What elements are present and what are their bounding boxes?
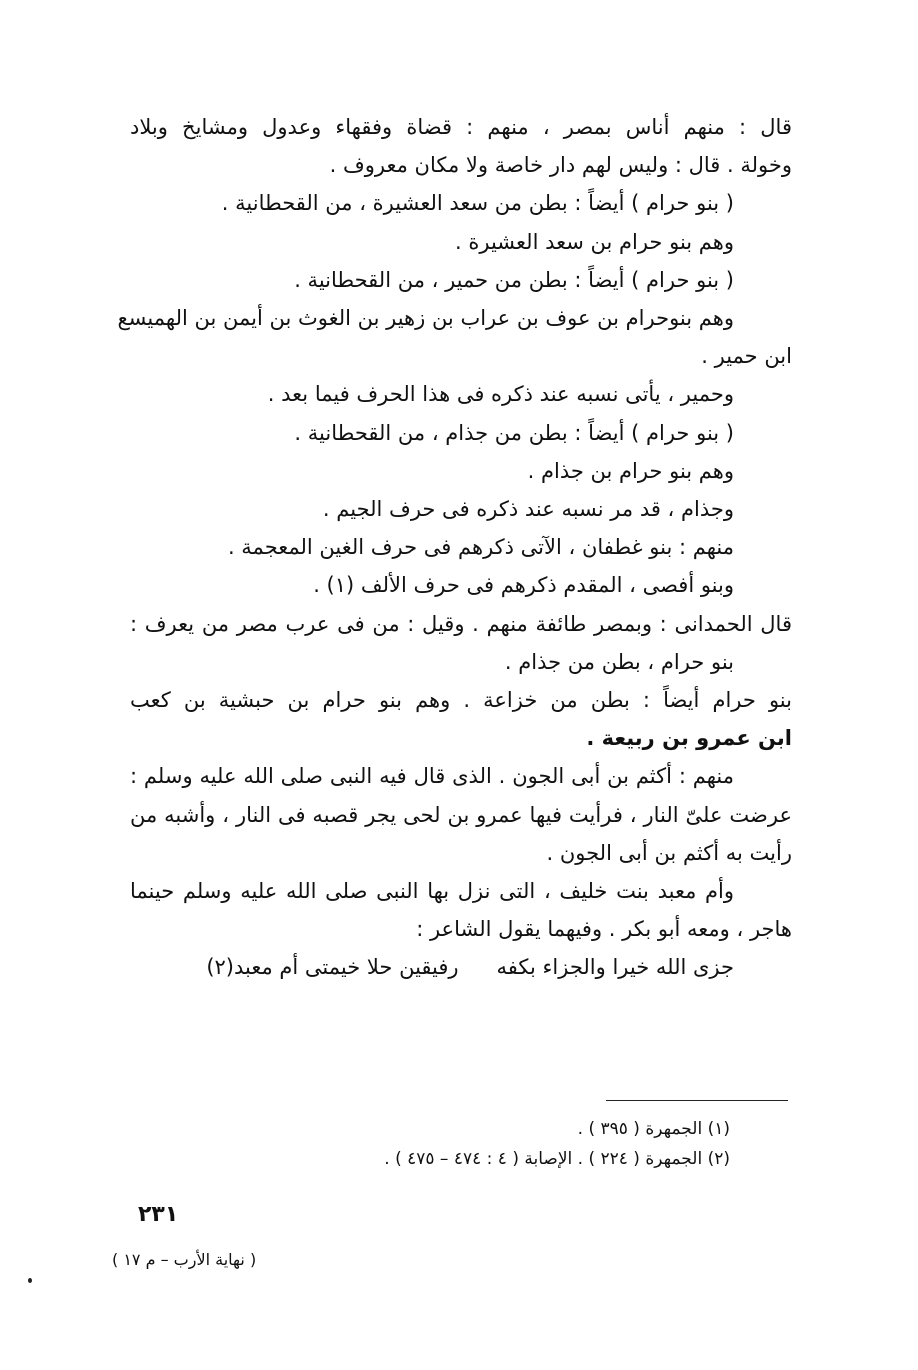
text-line: ابن حمير . <box>701 344 792 369</box>
text-line: هاجر ، ومعه أبو بكر . وفيهما يقول الشاعر : <box>416 917 792 942</box>
page-number: ٢٣١ <box>138 1202 179 1227</box>
entry-heading-line: ( بنو حرام ) أيضاً : بطن من سعد العشيرة ، من القحطانية . <box>221 191 734 216</box>
text-line: وأم معبد بنت خليف ، التى نزل بها النبى صلى الله عليه وسلم حينما <box>130 879 734 904</box>
text-line: وحمير ، يأتى نسبه عند ذكره فى هذا الحرف فيما بعد . <box>267 382 734 407</box>
scan-speck <box>28 1278 32 1283</box>
verse-first-hemistich: جزى الله خيرا والجزاء بكفه <box>496 955 734 980</box>
text-line: وهم بنوحرام بن عوف بن عراب بن زهير بن الغوث بن أيمن بن الهميسع <box>117 306 734 331</box>
text-line: منهم : بنو غطفان ، الآتى ذكرهم فى حرف الغين المعجمة . <box>227 535 734 560</box>
text-line: بنو حرام ، بطن من جذام . <box>504 649 734 674</box>
text-line: قال الحمدانى : وبمصر طائفة منهم . وقيل : من فى عرب مصر من يعرف : <box>130 611 792 636</box>
text-line: وهم بنو حرام بن سعد العشيرة . <box>455 229 734 254</box>
text-line: ابن عمرو بن ربيعة . <box>586 726 792 751</box>
text-line: قال : منهم أناس بمصر ، منهم : قضاة وفقهاء وعدول ومشايخ وبلاد <box>130 115 792 139</box>
text-line: بنو حرام أيضاً : بطن من خزاعة . وهم بنو حرام بن حبشية بن كعب <box>130 688 792 713</box>
poetry-verse <box>130 948 792 986</box>
entry-heading-line: ( بنو حرام ) أيضاً : بطن من جذام ، من القحطانية . <box>294 420 734 445</box>
entry-heading-line: ( بنو حرام ) أيضاً : بطن من حمير ، من القحطانية . <box>294 267 734 292</box>
main-text <box>117 108 792 987</box>
printer-signature: ( نهاية الأرب – م ١٧ ) <box>112 1250 257 1269</box>
verse-second-hemistich: رفيقين حلا خيمتى أم معبد(٢) <box>206 955 459 980</box>
footnotes <box>300 1114 730 1174</box>
text-line: وجذام ، قد مر نسبه عند ذكره فى حرف الجيم . <box>322 497 734 522</box>
text-line: رأيت به أكثم بن أبى الجون . <box>546 840 792 865</box>
footnote: (٢) الجمهرة ( ٢٢٤ ) . الإصابة ( ٤ : ٤٧٤ – ٤٧٥ ) . <box>384 1149 730 1169</box>
text-line: عرضت علىّ النار ، فرأيت فيها عمرو بن لحى يجر قصبه فى النار ، وأشبه من <box>130 802 792 827</box>
footnote-divider <box>606 1100 788 1101</box>
footnote: (١) الجمهرة ( ٣٩٥ ) . <box>577 1119 730 1139</box>
text-line: وخولة . قال : وليس لهم دار خاصة ولا مكان معروف . <box>329 153 792 178</box>
text-line: منهم : أكثم بن أبى الجون . الذى قال فيه النبى صلى الله عليه وسلم : <box>130 764 734 789</box>
text-line: وبنو أفصى ، المقدم ذكرهم فى حرف الألف (١) . <box>313 573 734 598</box>
text-line: وهم بنو حرام بن جذام . <box>527 458 734 483</box>
